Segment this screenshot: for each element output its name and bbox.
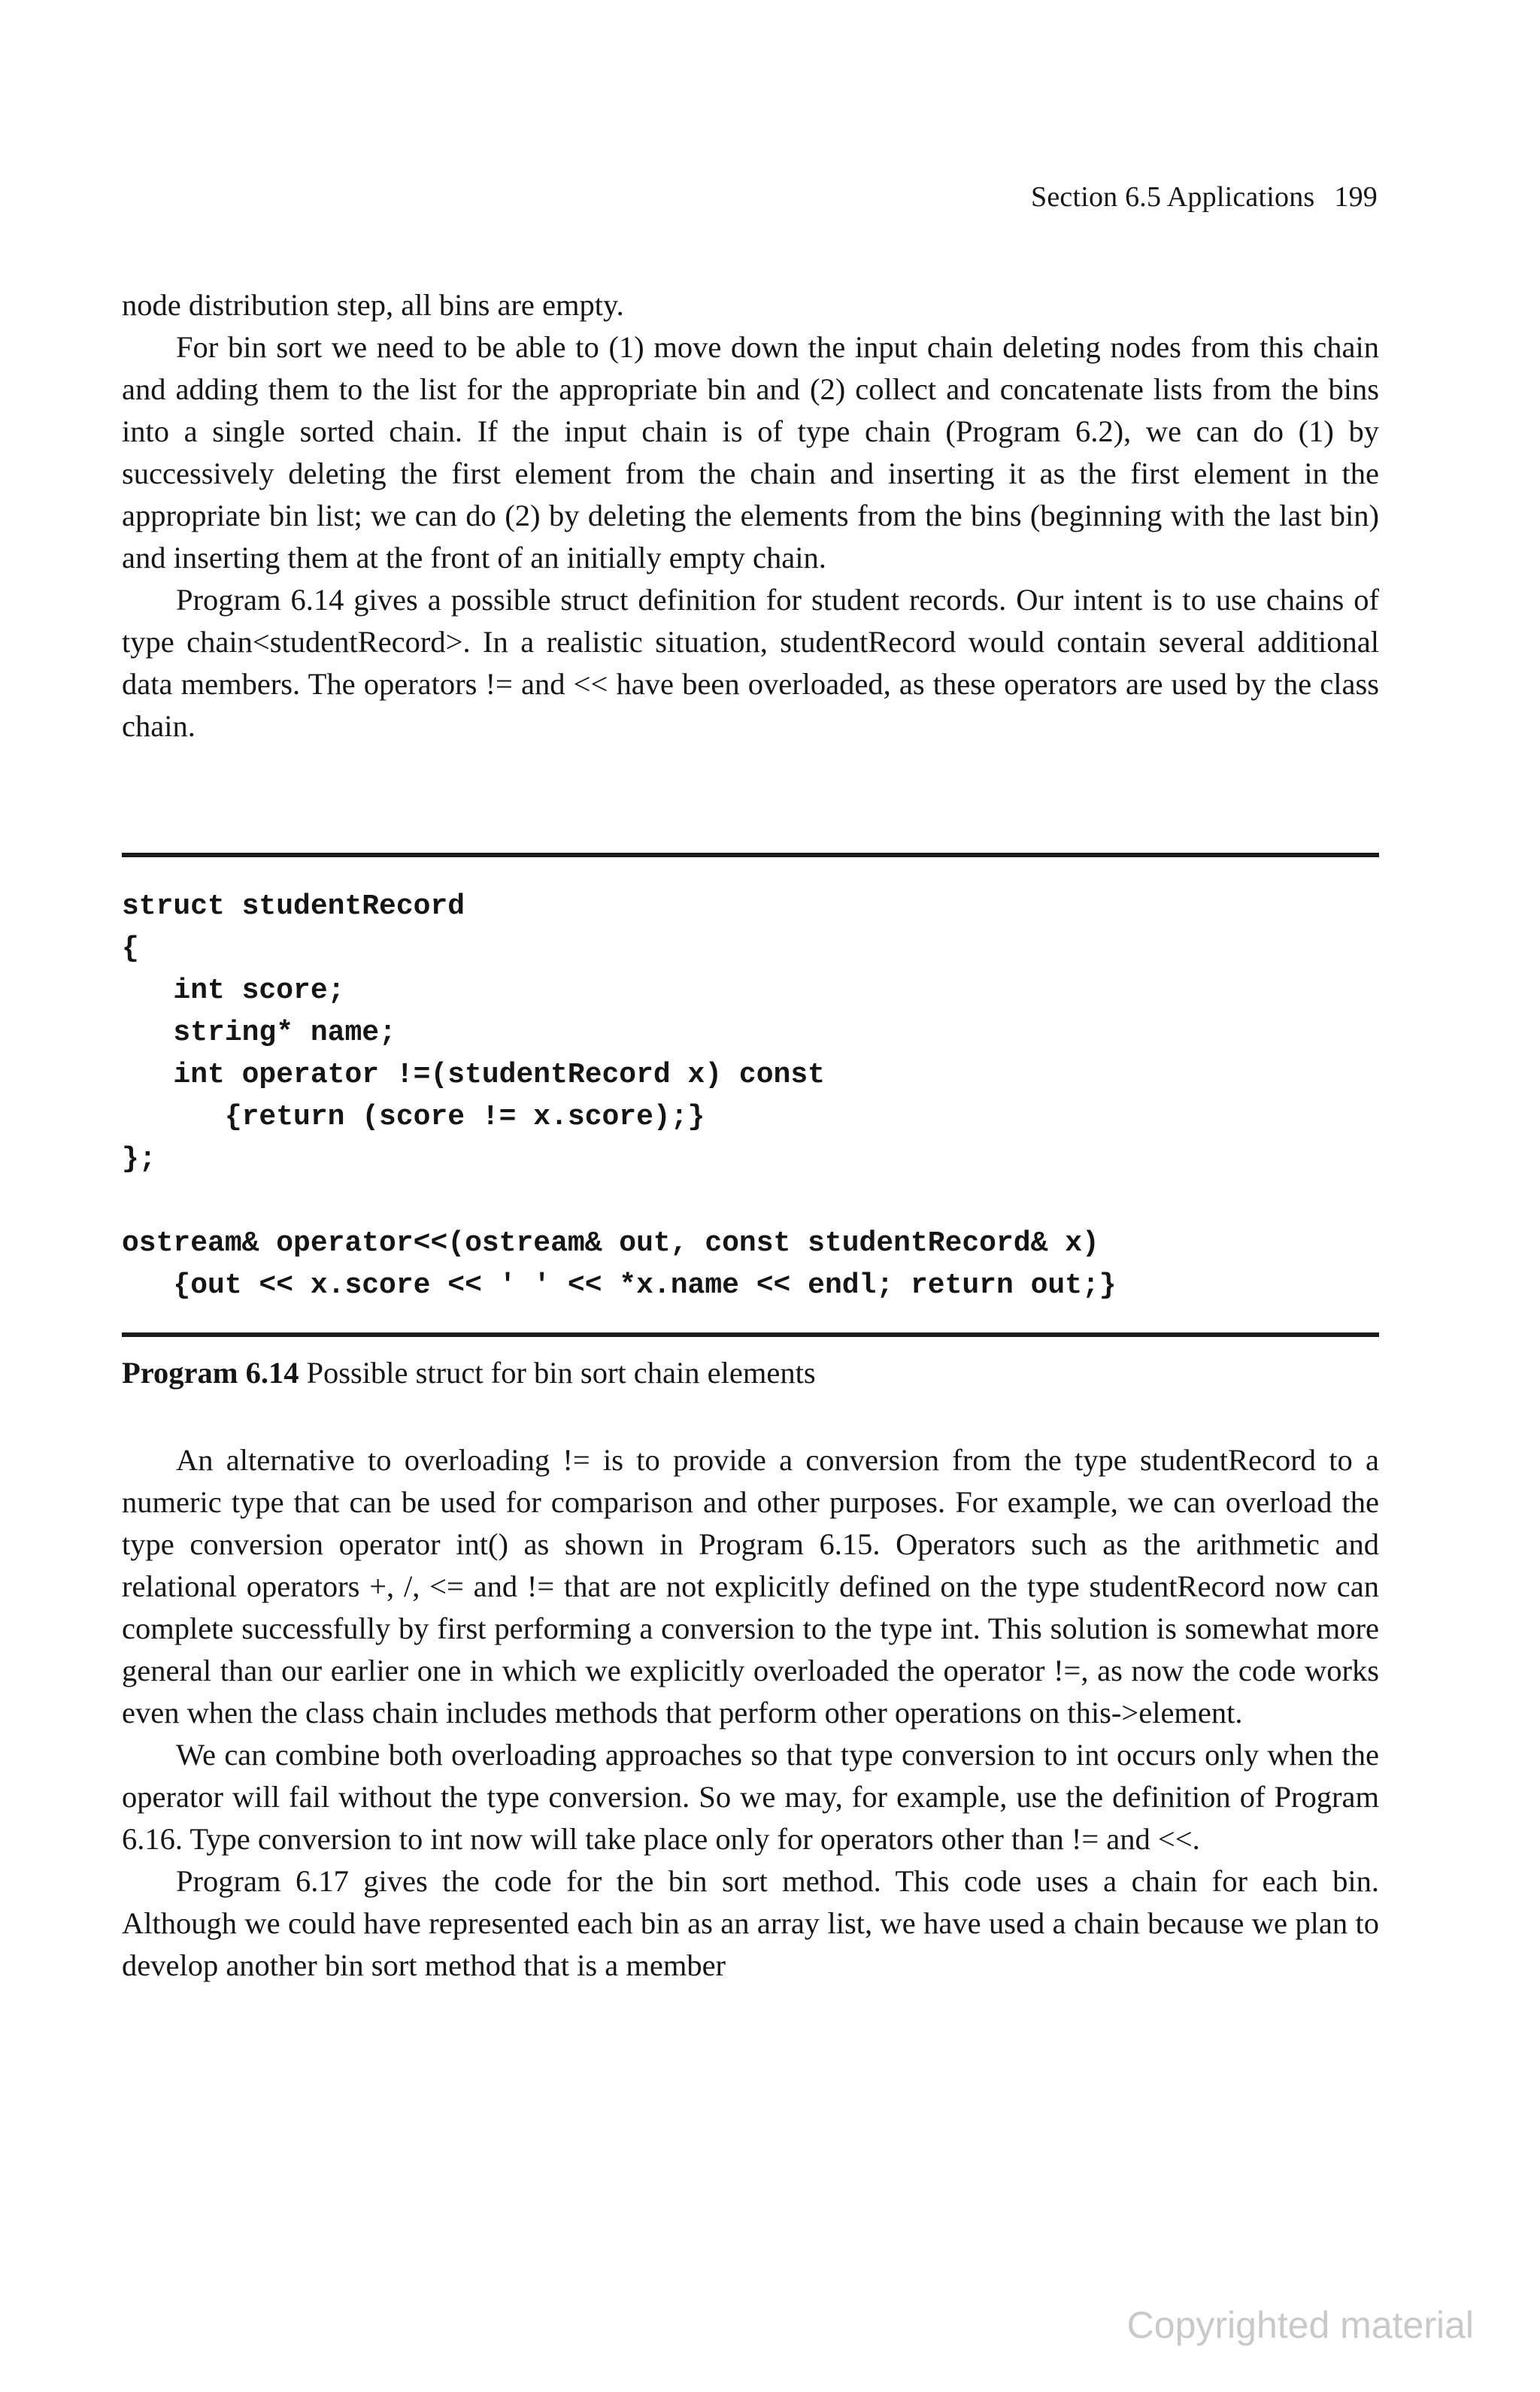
- program-bottom-rule: [122, 1332, 1379, 1337]
- paragraph-3: Program 6.14 gives a possible struct definition for student records. Our intent is to use chains of type chain<studentRecord>. In a realistic situation, studentRecord would contain several additional data members. The operators != and << have been overloaded, as these operators are used by the class chain.: [122, 583, 1379, 743]
- running-head: [1031, 180, 1378, 214]
- caption-text: Possible struct for bin sort chain elements: [306, 1356, 816, 1390]
- section-title: Section 6.5 Applications: [1031, 181, 1315, 213]
- paragraph-2: For bin sort we need to be able to (1) move down the input chain deleting nodes from this chain and adding them to the list for the appropriate bin and (2) collect and concatenate lists from the bins into a single sorted chain. If the input chain is of type chain (Program 6.2), we can do (1) by successively deleting the first element from the chain and inserting it as the first element in the appropriate bin list; we can do (2) by deleting the elements from the bins (beginning with the last bin) and inserting them at the front of an initially empty chain.: [122, 330, 1379, 575]
- top-text-block: [122, 284, 1379, 747]
- paragraph-6: Program 6.17 gives the code for the bin sort method. This code uses a chain for each bin. Although we could have represented each bin as an array list, we have used a chain because we plan to develop another bin sort method that is a member: [122, 1864, 1379, 1982]
- copyright-watermark: Copyrighted material: [1126, 2304, 1474, 2346]
- paragraph-4: An alternative to overloading != is to provide a conversion from the type studentRecord to a numeric type that can be used for comparison and other purposes. For example, we can overload the type conversion operator int() as shown in Program 6.15. Operators such as the arithmetic and relational operators +, /, <= and != that are not explicitly defined on the type studentRecord now can complete successfully by first performing a conversion to the type int. This solution is somewhat more general than our earlier one in which we explicitly overloaded the operator !=, as now the code works even when the class chain includes methods that perform other operations on this->element.: [122, 1443, 1379, 1730]
- program-caption: [122, 1352, 816, 1394]
- program-6-14-code: struct studentRecord { int score; string* name; int operator !=(studentRecord x) const {return (score != x.score);} }; ostream& operator<<(ostream& out, const studentRecord& x) {out << x.score << ' ' << *x.name << endl; return out;}: [122, 890, 1117, 1302]
- page-number: 199: [1334, 181, 1378, 213]
- bottom-text-block: [122, 1439, 1379, 1987]
- paragraph-5: We can combine both overloading approaches so that type conversion to int occurs only when the operator will fail without the type conversion. So we may, for example, use the definition of Program 6.16. Type conversion to int now will take place only for operators other than != and <<.: [122, 1738, 1379, 1856]
- paragraph-1: node distribution step, all bins are empty.: [122, 288, 624, 322]
- program-top-rule: [122, 853, 1379, 857]
- caption-label: Program 6.14: [122, 1356, 299, 1390]
